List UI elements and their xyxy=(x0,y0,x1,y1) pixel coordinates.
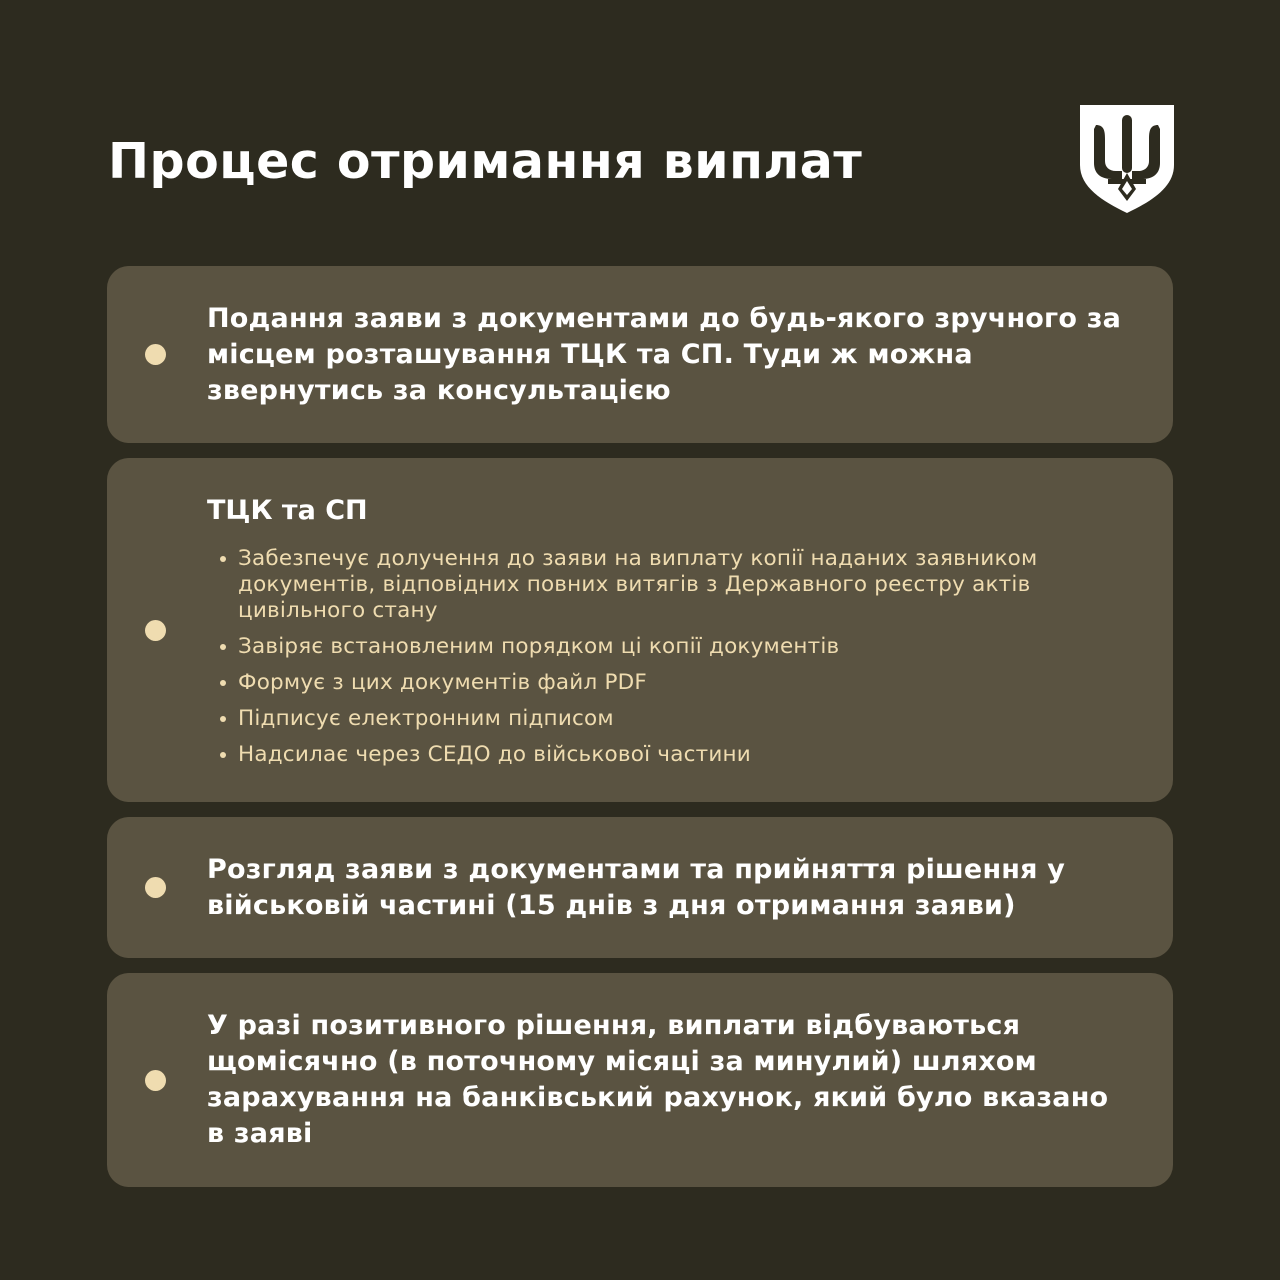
step-text: Подання заяви з документами до будь-якого зручного за місцем розташування ТЦК та СП. Туди ж можна звернутись за консультацією xyxy=(207,303,1122,406)
list-item: Формує з цих документів файл PDF xyxy=(238,670,1113,696)
step-card-4 xyxy=(107,973,1173,1187)
step-card-2 xyxy=(107,458,1173,802)
list-item: Забезпечує долучення до заяви на виплату копії наданих заявником документів, відповідних повних витягів з Державного реєстру актів цивільного стану xyxy=(238,546,1113,624)
step-text: У разі позитивного рішення, виплати відбуваються щомісячно (в поточному місяці за минулий) шляхом зарахування на банківський рахунок, який було вказано в заяві xyxy=(207,1010,1109,1149)
list-item: Надсилає через СЕДО до військової частини xyxy=(238,742,1113,768)
step-card-3 xyxy=(107,817,1173,958)
page-title: Процес отримання виплат xyxy=(108,133,863,190)
step-bullet-dot xyxy=(145,877,166,898)
list-item: Завіряє встановленим порядком ці копії документів xyxy=(238,634,1113,660)
step-bullet-list xyxy=(238,546,1113,778)
step-bullet-dot xyxy=(145,344,166,365)
step-heading: ТЦК та СП xyxy=(207,495,368,526)
step-card-1 xyxy=(107,266,1173,443)
step-text: Розгляд заяви з документами та прийняття рішення у військовій частині (15 днів з дня отримання заяви) xyxy=(207,854,1066,921)
trident-shield-icon xyxy=(1078,103,1176,215)
list-item: Підписує електронним підписом xyxy=(238,706,1113,732)
step-bullet-dot xyxy=(145,1070,166,1091)
step-bullet-dot xyxy=(145,620,166,641)
